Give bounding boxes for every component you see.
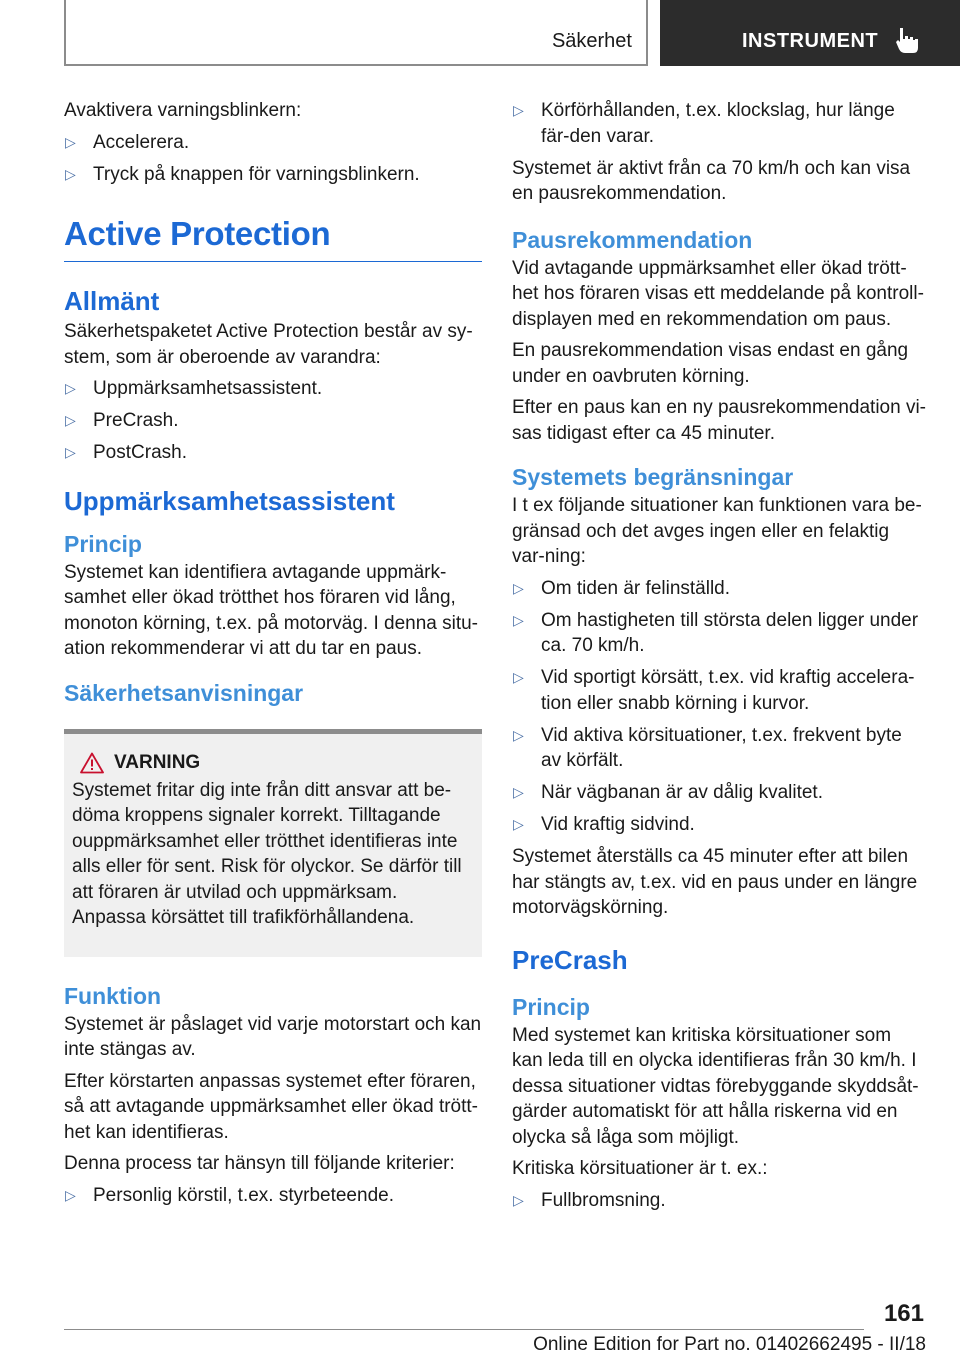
bullet-arrow-icon: ▷: [513, 579, 524, 596]
header-chapter-tab: [660, 0, 960, 66]
funktion-text-3: Denna process tar hänsyn till följande kriterier:: [64, 1153, 455, 1174]
heading-funktion: Funktion: [64, 982, 162, 1009]
kritiska-bullets: [512, 1188, 926, 1214]
warning-box: [64, 729, 482, 957]
begransningar-text: I t ex följande situationer kan funktionen vara be-gränsad och det avges ingen eller en felaktig var-ning:: [512, 495, 922, 567]
list-item: ▷ Personlig körstil, t.ex. styrbeteende.: [64, 1183, 482, 1209]
page-number: 161: [883, 1300, 924, 1327]
allmant-text: Säkerhetspaketet Active Protection består av sy-stem, som är oberoende av varandra:: [64, 321, 473, 368]
intro-text: Avaktivera varningsblinkern:: [64, 100, 302, 121]
warning-text: Systemet fritar dig inte från ditt ansvar att be-döma kroppens signaler korrekt. Tilltagande ouppmärksamhet eller trötthet identifieras inte alls eller för sent. Risk för olyckor. Se därför till att föraren är utvilad och uppmärksam. Anpassa körsättet till trafikförhållandena.: [72, 779, 462, 928]
bullet-arrow-icon: ▷: [513, 816, 524, 832]
header-section-tab: [64, 0, 648, 66]
list-item: ▷ Accelerera.: [64, 130, 482, 156]
list-item: ▷ Om hastigheten till största delen ligger under ca. 70 km/h.: [513, 609, 919, 656]
bullet-arrow-icon: ▷: [65, 1186, 76, 1203]
pointing-hand-icon: [894, 26, 920, 54]
funktion-bullets: [64, 1183, 482, 1209]
paus-text-2: En pausrekommendation visas endast en gång under en oavbruten körning.: [512, 340, 909, 387]
allmant-bullets: [64, 376, 482, 466]
list-item: ▷ Tryck på knappen för varningsblinkern.: [64, 162, 482, 188]
footer-divider: [64, 1329, 864, 1330]
top-bullets: [512, 98, 926, 149]
bullet-arrow-icon: ▷: [513, 784, 524, 800]
right-column: [512, 98, 926, 1220]
list-item: ▷ Vid sportigt körsätt, t.ex. vid kraftig accelera-tion eller snabb körning i kurvor.: [513, 667, 915, 714]
begransningar-bullets: [512, 576, 926, 838]
paus-text-1: Vid avtagande uppmärksamhet eller ökad trött-het hos föraren visas ett meddelande på kontroll-displayen med en rekommendation om paus.: [512, 257, 924, 330]
heading-uppmarksamhetsassistent: Uppmärksamhetsassistent: [64, 485, 395, 516]
list-item: ▷ Körförhållanden, t.ex. klockslag, hur länge fär-den varar.: [513, 100, 895, 147]
funktion-text-1: Systemet är påslaget vid varje motorstart och kan inte stängas av.: [64, 1013, 482, 1060]
left-column: [64, 98, 482, 1215]
bullet-arrow-icon: ▷: [513, 1191, 524, 1208]
bullet-arrow-icon: ▷: [65, 444, 76, 460]
bullet-arrow-icon: ▷: [513, 669, 524, 685]
bullet-arrow-icon: ▷: [65, 165, 76, 182]
list-item: ▷ PostCrash.: [64, 440, 482, 466]
list-item: ▷ Om tiden är felinställd.: [512, 576, 926, 602]
page-title: Active Protection: [64, 215, 482, 262]
bullet-arrow-icon: ▷: [65, 380, 76, 396]
bullet-arrow-icon: ▷: [65, 412, 76, 428]
warning-header: [72, 752, 474, 774]
bullet-arrow-icon: ▷: [65, 133, 76, 150]
warning-triangle-icon: [80, 752, 104, 774]
heading-precrash: PreCrash: [512, 944, 628, 975]
heading-allmant: Allmänt: [64, 286, 160, 316]
heading-princip: Princip: [64, 530, 142, 557]
paus-text-3: Efter en paus kan en ny pausrekommendation vi-sas tidigast efter ca 45 minuter.: [512, 397, 927, 444]
precrash-text: Med systemet kan kritiska körsituationer som kan leda till en olycka identifieras från 30 km/h. I dessa situationer vidtas förebyggande skyddsåt-gärder automatiskt för att hålla riskerna vid en olycka så låga som möjligt.: [512, 1024, 919, 1148]
princip-text: Systemet kan identifiera avtagande uppmärk-samhet eller ökad trötthet hos föraren vid lång, monoton körning, t.ex. på motorväg. I denna situ-ation rekommenderar vi att du tar en paus.: [64, 561, 479, 659]
bullet-arrow-icon: ▷: [513, 611, 524, 628]
bullet-arrow-icon: ▷: [513, 726, 524, 743]
list-item: ▷ Uppmärksamhetsassistent.: [64, 376, 482, 402]
reset-text: Systemet återställs ca 45 minuter efter att bilen har stängts av, t.ex. vid en paus under en längre motorvägskörning.: [512, 846, 918, 918]
edition-text: Online Edition for Part no. 01402662495 - II/18: [533, 1334, 926, 1355]
list-item: ▷ Vid aktiva körsituationer, t.ex. frekvent byte av körfält.: [513, 724, 902, 771]
heading-precrash-princip: Princip: [512, 993, 590, 1020]
intro-bullets: [64, 130, 482, 188]
aktiv-text: Systemet är aktivt från ca 70 km/h och kan visa en pausrekommendation.: [512, 157, 911, 204]
list-item: ▷ När vägbanan är av dålig kvalitet.: [512, 780, 926, 806]
heading-pausrekommendation: Pausrekommendation: [512, 226, 753, 253]
warning-label: VARNING: [114, 751, 201, 773]
heading-systemets-begransningar: Systemets begränsningar: [512, 464, 794, 490]
header-chapter-label: INSTRUMENT: [742, 30, 879, 52]
heading-sakerhetsanvisningar: Säkerhetsanvisningar: [64, 679, 304, 706]
list-item: ▷ PreCrash.: [64, 408, 482, 434]
list-item: ▷ Vid kraftig sidvind.: [512, 812, 926, 838]
list-item: ▷ Fullbromsning.: [512, 1188, 926, 1214]
kritiska-text: Kritiska körsituationer är t. ex.:: [512, 1158, 768, 1179]
bullet-arrow-icon: ▷: [513, 102, 524, 118]
header-section-label: Säkerhet: [551, 30, 632, 52]
funktion-text-2: Efter körstarten anpassas systemet efter föraren, så att avtagande uppmärksamhet eller ökad trött-het kan identifieras.: [64, 1070, 479, 1143]
